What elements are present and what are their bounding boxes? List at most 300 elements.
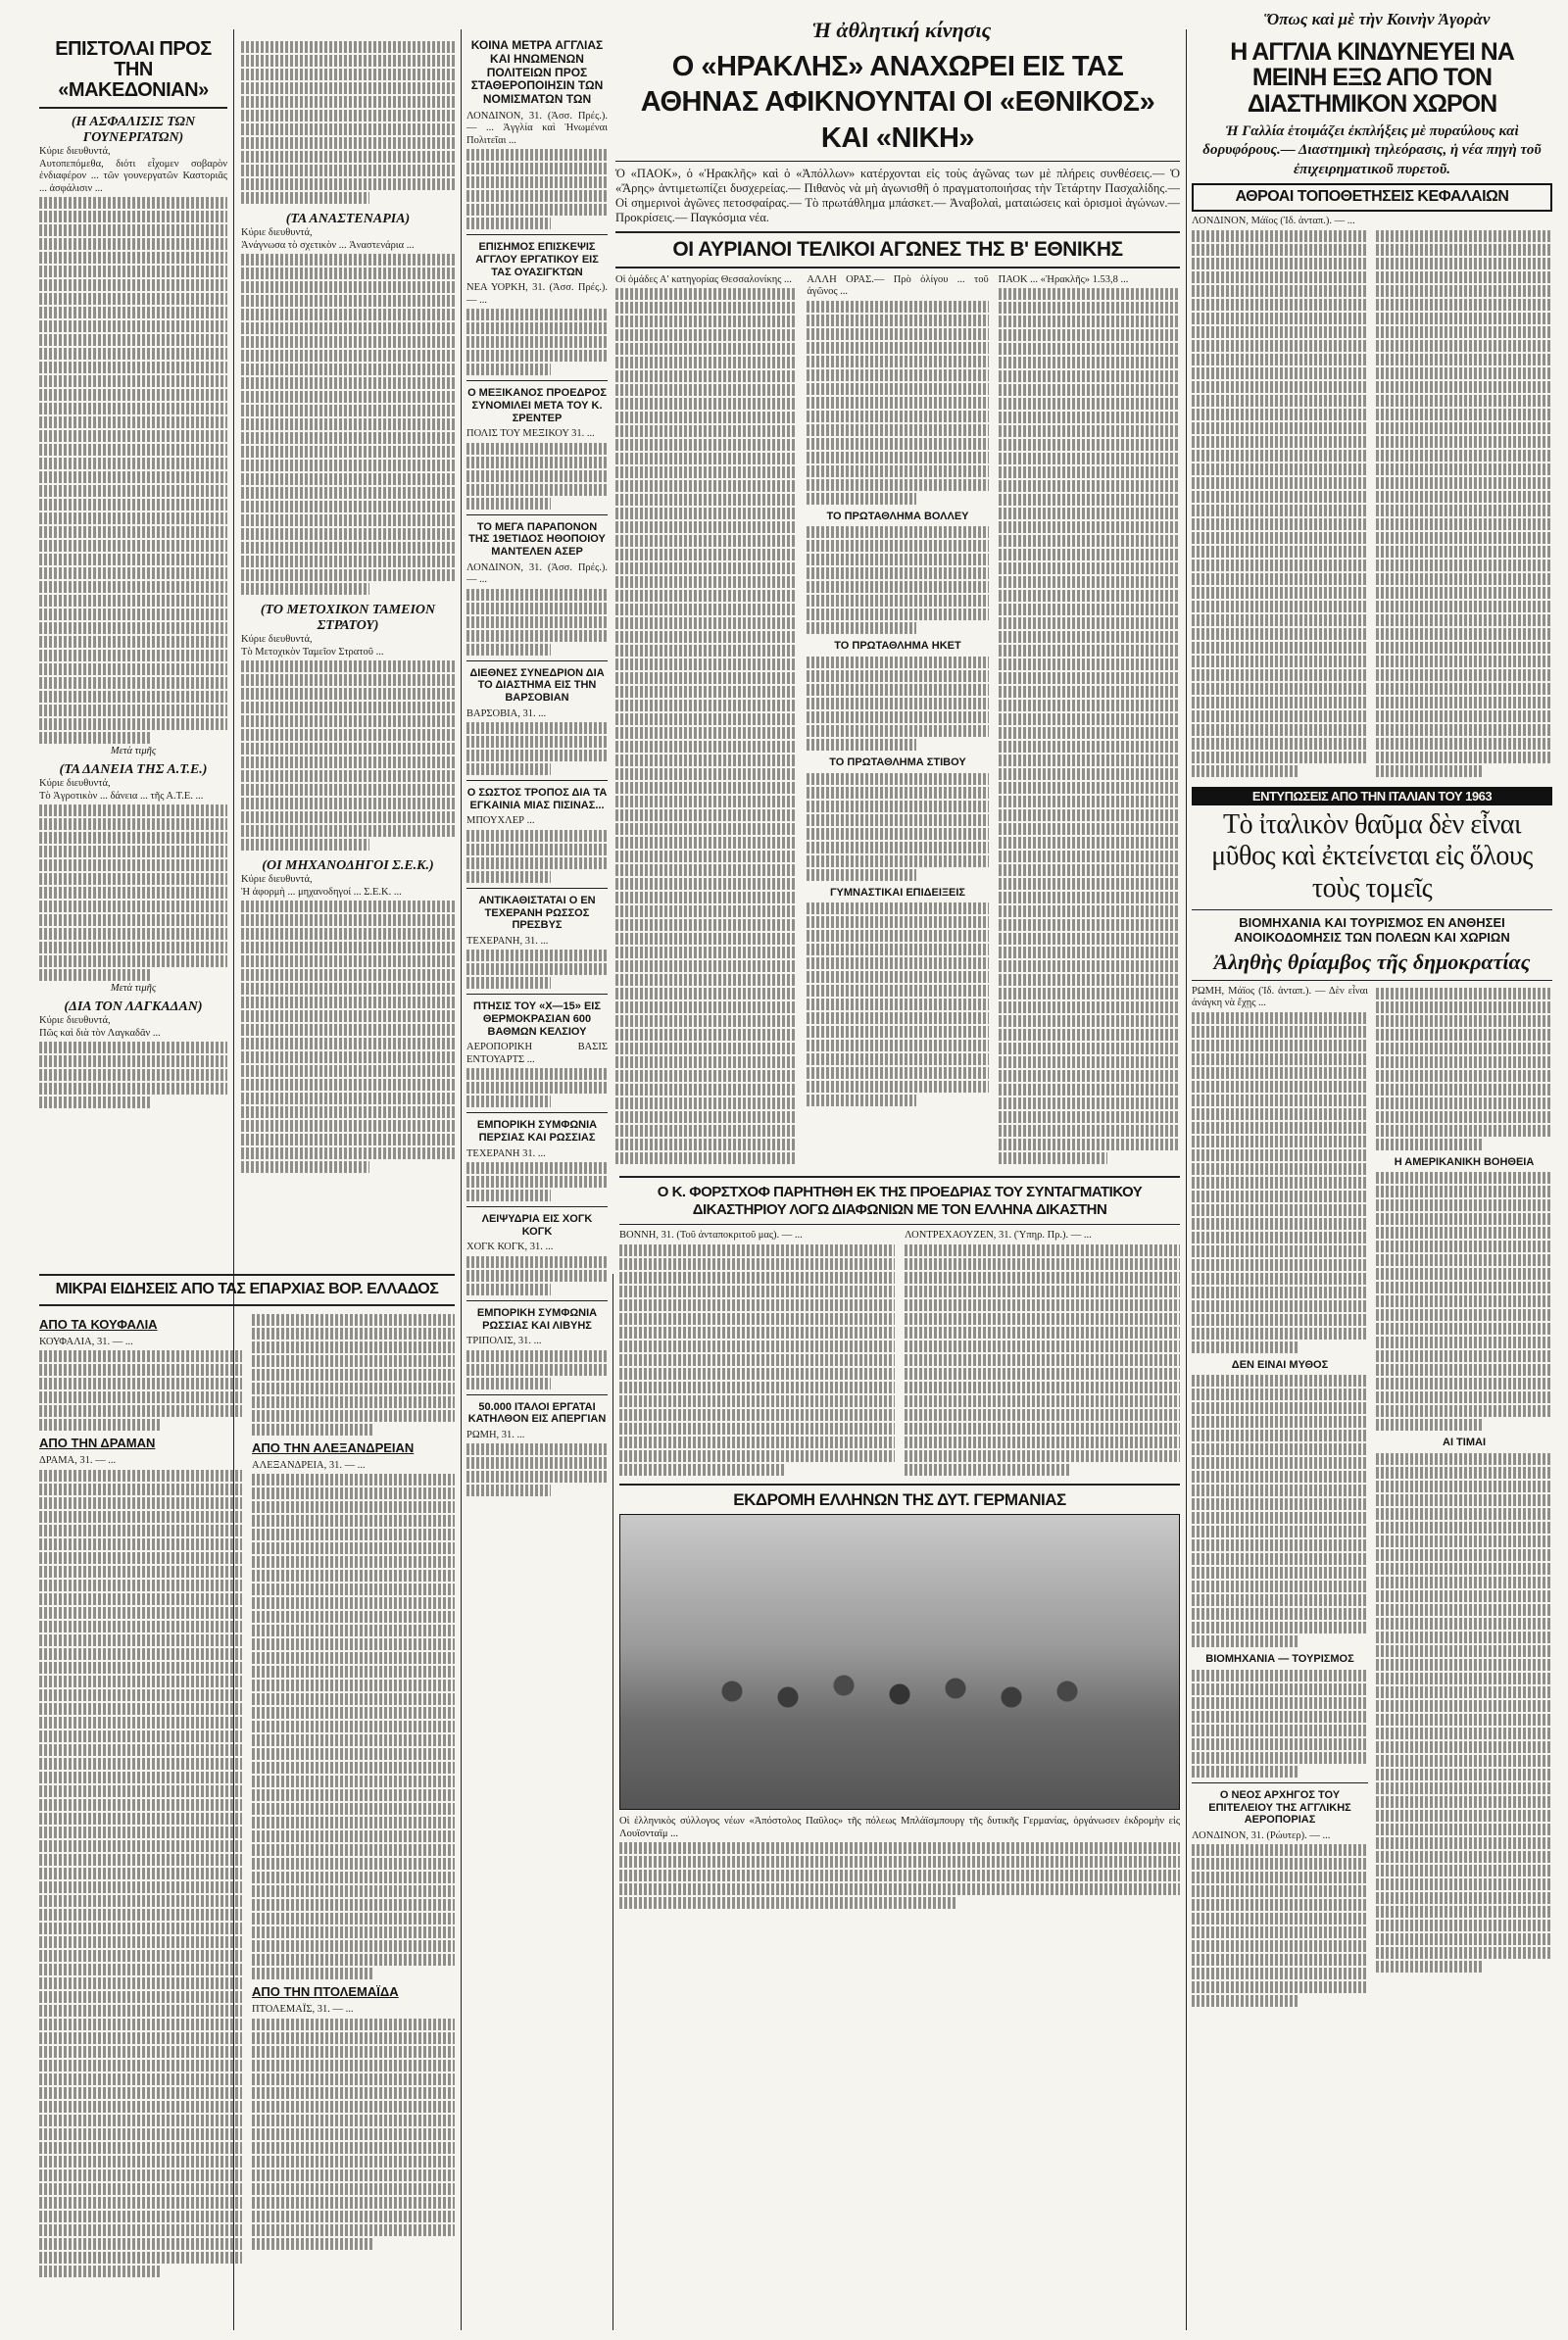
text-line: [252, 1680, 455, 1691]
text-line: [39, 1703, 242, 1715]
letters-column: [39, 39, 227, 1264]
text-line: [466, 309, 608, 320]
text-line: [1376, 1508, 1552, 1520]
text-line: [1376, 628, 1552, 640]
text-line: [39, 859, 227, 871]
text-line: [241, 1106, 455, 1118]
text-line: [252, 2142, 455, 2154]
text-line: [39, 499, 227, 511]
text-line: [39, 832, 227, 844]
text-line: [39, 1991, 242, 2003]
text-line: [1192, 710, 1368, 722]
text-line: [615, 1139, 797, 1150]
text-line: [466, 457, 608, 468]
divider: [466, 888, 608, 889]
text-line: [241, 418, 455, 430]
text-line: [39, 2019, 242, 2030]
text-line: [39, 1676, 242, 1687]
divider: [466, 1394, 608, 1395]
text-line: [1192, 1136, 1368, 1147]
text-line: [807, 698, 988, 709]
italy-text: ΡΩΜΗ, Μάϊος (Ἰδ. ἀνταπ.). — Δὲν εἶναι ἀνάγκη νὰ ἔχῃς ...: [1192, 985, 1368, 1009]
text-line: [39, 1580, 242, 1591]
text-line: [241, 715, 455, 727]
text-line: [1192, 1635, 1298, 1647]
text-line: [466, 830, 608, 842]
text-line: [1192, 532, 1368, 544]
text-line: [466, 204, 608, 216]
italy-band-text: ΕΝΤΥΠΩΣΕΙΣ ΑΠΟ ΤΗΝ ΙΤΑΛΙΑΝ ΤΟΥ 1963: [1251, 788, 1493, 804]
text-line: [1192, 1885, 1368, 1897]
text-line: [619, 1313, 895, 1325]
text-line: [615, 1152, 797, 1164]
text-line: [1192, 1026, 1368, 1038]
text-line: [39, 567, 227, 579]
group-photo: [619, 1514, 1180, 1810]
text-line: [1192, 1328, 1368, 1340]
text-line: [252, 1817, 455, 1828]
text-line: [807, 773, 988, 785]
text-line: [1376, 1213, 1552, 1225]
text-line: [466, 1096, 551, 1107]
text-line: [1192, 1471, 1368, 1483]
text-line: [807, 479, 988, 491]
text-line: [615, 741, 797, 753]
sport-subhead: ΤΟ ΠΡΩΤΑΘΛΗΜΑ ΣΤΙΒΟΥ: [829, 756, 966, 769]
text-line: [1192, 1981, 1368, 1993]
text-line: [1192, 1926, 1368, 1938]
text-line: [466, 336, 608, 348]
text-line: [466, 616, 608, 628]
text-line: [999, 768, 1180, 780]
text-line: [1376, 573, 1552, 585]
text-line: [807, 842, 988, 853]
text-line: [807, 739, 915, 751]
text-line: [615, 768, 797, 780]
text-line: [615, 988, 797, 999]
text-line: [999, 1029, 1180, 1041]
text-line: [241, 69, 455, 80]
text-line: [999, 755, 1180, 766]
text-line: [1376, 1337, 1552, 1348]
text-line: [1192, 1498, 1368, 1510]
text-line: [615, 398, 797, 410]
text-line: [39, 1923, 242, 1934]
text-line: [807, 526, 988, 538]
text-line: [999, 905, 1180, 917]
text-line: [241, 1093, 455, 1104]
text-line: [39, 2128, 242, 2140]
text-line: [466, 871, 551, 883]
text-line: [39, 1717, 242, 1729]
text-line: [807, 957, 988, 969]
text-line: [1192, 1149, 1368, 1161]
text-line: [252, 1570, 455, 1582]
text-line: [1192, 1526, 1368, 1537]
text-line: [39, 955, 227, 967]
text-line: [252, 1487, 455, 1499]
text-line: [252, 1926, 455, 1938]
text-line: [1192, 601, 1368, 612]
news-headline: ΤΟ ΜΕΓΑ ΠΑΡΑΠΟΝΟΝ ΤΗΣ 19ΕΤΙΔΟΣ ΗΘΟΠΟΙΟΥ ΜΑΝΤΕΛΕΝ ΑΣΕΡ: [468, 520, 606, 559]
text-line: [1376, 1865, 1552, 1877]
text-line: [1192, 1259, 1368, 1271]
text-line: [807, 855, 988, 867]
text-line: [1192, 614, 1368, 626]
text-line: [1376, 1186, 1552, 1197]
text-line: [252, 1666, 455, 1678]
text-line: [615, 1070, 797, 1082]
text-line: [466, 1256, 608, 1268]
text-line: [615, 508, 797, 519]
text-line: [999, 604, 1180, 615]
text-line: [1376, 1714, 1552, 1726]
divider: [619, 1224, 1180, 1225]
provincial-subhead: ΑΠΟ ΤΗΝ ΠΤΟΛΕΜΑΪΔΑ: [252, 1984, 399, 2000]
capital-box: [1192, 183, 1552, 212]
text-line: [39, 1566, 242, 1578]
news-text: ΜΠΟΥΧΛΕΡ ...: [466, 815, 535, 827]
text-line: [241, 583, 369, 595]
text-line: [39, 873, 227, 885]
text-line: [466, 589, 608, 601]
text-line: [252, 1410, 455, 1422]
text-line: [241, 487, 455, 499]
text-line: [252, 1652, 455, 1664]
text-line: [1376, 1782, 1552, 1794]
text-line: [1192, 1375, 1368, 1387]
provincial-subhead: ΑΠΟ ΤΗΝ ΔΡΑΜΑΝ: [39, 1436, 156, 1451]
text-line: [241, 674, 455, 686]
text-line: [615, 713, 797, 725]
text-line: [39, 1097, 152, 1108]
sport-headline: Ο «ΗΡΑΚΛΗΣ» ΑΝΑΧΩΡΕΙ ΕΙΣ ΤΑΣ ΑΘΗΝΑΣ ΑΦΙΚΝΟΥΝΤΑΙ ΟΙ «ΕΘΝΙΚΟΣ» ΚΑΙ «ΝΙΚΗ»: [640, 51, 1155, 154]
letter-signature: Μετὰ τιμῆς: [110, 746, 157, 756]
text-line: [1376, 1769, 1552, 1780]
text-line: [466, 1270, 608, 1282]
divider: [466, 1300, 608, 1301]
text-line: [252, 2183, 455, 2195]
text-line: [241, 928, 455, 940]
text-line: [1192, 656, 1368, 667]
text-line: [39, 512, 227, 524]
text-line: [999, 535, 1180, 547]
text-line: [241, 1065, 455, 1077]
text-line: [999, 453, 1180, 464]
text-line: [999, 494, 1180, 506]
text-line: [615, 562, 797, 574]
text-line: [1376, 326, 1552, 338]
text-line: [999, 412, 1180, 423]
text-line: [39, 636, 227, 648]
text-line: [241, 460, 455, 471]
text-line: [1376, 1522, 1552, 1534]
text-line: [466, 1364, 608, 1376]
text-line: [999, 1001, 1180, 1013]
text-line: [252, 1748, 455, 1760]
text-line: [999, 933, 1180, 945]
text-line: [807, 725, 988, 737]
text-line: [1376, 258, 1552, 269]
text-line: [615, 453, 797, 464]
text-line: [999, 562, 1180, 574]
text-line: [1192, 1287, 1368, 1298]
divider: [466, 1112, 608, 1113]
sport-subhead: ΓΥΜΝΑΣΤΙΚΑΙ ΕΠΙΔΕΙΞΕΙΣ: [829, 886, 966, 899]
text-line: [1192, 1725, 1368, 1736]
text-line: [1192, 271, 1368, 283]
text-line: [252, 2032, 455, 2044]
text-line: [1376, 1824, 1552, 1835]
text-line: [1376, 1467, 1552, 1479]
text-line: [999, 658, 1180, 670]
text-line: [39, 1378, 242, 1389]
text-line: [905, 1327, 1180, 1339]
text-line: [466, 630, 608, 642]
text-line: [466, 603, 608, 614]
text-line: [1376, 1563, 1552, 1575]
text-line: [39, 471, 227, 483]
text-line: [615, 288, 797, 300]
text-line: [39, 238, 227, 250]
text-line: [1192, 1608, 1368, 1620]
text-line: [241, 942, 455, 953]
text-line: [807, 383, 988, 395]
text-line: [1192, 354, 1368, 366]
italy-headline: Τὸ ἰταλικὸν θαῦμα δὲν εἶναι μῦθος καὶ ἐκτείνεται εἰς ὅλους τοὺς τομεῖς: [1211, 809, 1533, 903]
news-headline: ΛΕΙΨΥΔΡΙΑ ΕΙΣ ΧΟΓΚ ΚΟΓΚ: [481, 1213, 593, 1238]
text-line: [252, 1844, 455, 1856]
text-line: [1376, 1494, 1552, 1506]
text-line: [999, 521, 1180, 533]
text-line: [1192, 1416, 1368, 1428]
text-line: [39, 1552, 242, 1564]
text-line: [241, 839, 369, 851]
text-line: [999, 480, 1180, 492]
text-line: [241, 1147, 455, 1159]
text-line: [1192, 1738, 1368, 1750]
text-line: [252, 1762, 455, 1774]
court-and-photo: [619, 1176, 1180, 2327]
text-line: [1192, 367, 1368, 379]
text-line: [1192, 1485, 1368, 1496]
text-line: [1376, 710, 1552, 722]
provincial-col-2: [252, 1312, 455, 2279]
text-line: [466, 963, 608, 975]
text-line: [615, 412, 797, 423]
text-line: [1192, 1218, 1368, 1230]
text-line: [1192, 738, 1368, 750]
text-line: [999, 508, 1180, 519]
text-line: [241, 997, 455, 1008]
news-text: ΛΟΝΔΙΝΟΝ, 31. (Ἀσσ. Πρές.). — ... Ἀγγλία καὶ Ἡνωμέναι Πολιτεῖαι ...: [466, 110, 608, 146]
text-line: [999, 384, 1180, 396]
text-line: [241, 825, 455, 837]
text-line: [807, 493, 915, 505]
text-line: [466, 1068, 608, 1080]
text-line: [1192, 628, 1368, 640]
sport-text: ΑΛΛΗ ΟΡΑΣ.— Πρὸ ὀλίγου ... τοῦ ἀγῶνος ...: [807, 273, 989, 298]
text-line: [1376, 642, 1552, 654]
text-line: [615, 329, 797, 341]
text-line: [1376, 1364, 1552, 1376]
text-line: [615, 782, 797, 794]
text-line: [1192, 326, 1368, 338]
text-line: [1192, 1341, 1298, 1353]
text-line: [999, 1152, 1107, 1164]
text-line: [1376, 367, 1552, 379]
text-line: [615, 1097, 797, 1109]
capital-box-title: ΑΘΡΟΑΙ ΤΟΠΟΘΕΤΗΣΕΙΣ ΚΕΦΑΛΑΙΩΝ: [1235, 188, 1509, 206]
text-line: [1192, 1163, 1368, 1175]
text-line: [1192, 230, 1368, 242]
divider: [466, 1206, 608, 1207]
text-line: [252, 1556, 455, 1568]
letter-text: Κύριε διευθυντά, Τὸ Ἀγροτικὸν ... δάνεια ... τῆς Α.Τ.Ε. ...: [39, 778, 204, 802]
text-line: [466, 190, 608, 202]
text-line: [999, 782, 1180, 794]
court-col-2: [905, 1230, 1180, 1478]
text-line: [39, 718, 227, 730]
text-line: [1192, 1108, 1368, 1120]
text-line: [1192, 395, 1368, 407]
text-line: [1192, 1940, 1368, 1952]
text-line: [807, 1040, 988, 1051]
text-line: [466, 1457, 608, 1469]
sport-col-1: [615, 274, 797, 1166]
news-headline: 50.000 ΙΤΑΛΟΙ ΕΡΓΑΤΑΙ ΚΑΤΗΛΘΟΝ ΕΙΣ ΑΠΕΡΓΙΑΝ: [467, 1400, 607, 1426]
text-line: [252, 2101, 455, 2113]
text-line: [1192, 1995, 1298, 2007]
text-line: [807, 540, 988, 552]
text-line: [619, 1450, 895, 1462]
text-line: [1376, 1199, 1552, 1211]
text-line: [39, 1634, 242, 1646]
text-line: [241, 770, 455, 782]
text-line: [1376, 765, 1482, 777]
italy-subsection: ΑΙ ΤΙΜΑΙ: [1443, 1437, 1486, 1449]
provincial-headline: ΜΙΚΡΑΙ ΕΙΔΗΣΕΙΣ ΑΠΟ ΤΑΣ ΕΠΑΡΧΙΑΣ ΒΟΡ. ΕΛΛΑΔΟΣ: [55, 1281, 439, 1297]
text-line: [252, 1789, 455, 1801]
text-line: [1376, 724, 1552, 736]
text-line: [39, 1827, 242, 1838]
text-line: [1192, 1177, 1368, 1189]
text-line: [1376, 560, 1552, 571]
text-line: [999, 1139, 1180, 1150]
divider: [466, 234, 608, 235]
text-line: [999, 302, 1180, 314]
text-line: [39, 2032, 242, 2044]
text-line: [252, 2169, 455, 2181]
text-line: [39, 1758, 242, 1770]
text-line: [241, 1038, 455, 1049]
right-kicker: Ὅπως καὶ μὲ τὴν Κοινὴν Ἀγορὰν: [1263, 10, 1491, 28]
text-line: [39, 901, 227, 912]
space-headline: Η ΑΓΓΛΙΑ ΚΙΝΔΥΝΕΥΕΙ ΝΑ ΜΕΙΝΗ ΕΞΩ ΑΠΟ ΤΟΝ ΔΙΑΣΤΗΜΙΚΟΝ ΧΩΡΟΝ: [1230, 39, 1514, 118]
text-line: [615, 974, 797, 986]
text-line: [1376, 1172, 1552, 1184]
text-line: [905, 1450, 1180, 1462]
text-line: [466, 350, 608, 362]
text-line: [1376, 738, 1552, 750]
text-line: [615, 384, 797, 396]
text-line: [241, 901, 455, 912]
text-line: [241, 1051, 455, 1063]
text-line: [1192, 1204, 1368, 1216]
text-line: [807, 930, 988, 942]
news-text: ΑΕΡΟΠΟΡΙΚΗ ΒΑΣΙΣ ΕΝΤΟΥΑΡΤΣ ...: [466, 1042, 608, 1065]
raf-text: ΛΟΝΔΙΝΟΝ, 31. (Ρώυτερ). — ...: [1192, 1829, 1331, 1841]
provincial-subhead: ΑΠΟ ΤΑ ΚΟΥΦΑΛΙΑ: [39, 1316, 158, 1332]
text-line: [39, 677, 227, 689]
text-line: [1376, 518, 1552, 530]
text-line: [807, 916, 988, 928]
text-line: [39, 458, 227, 469]
text-line: [241, 82, 455, 94]
text-line: [466, 322, 608, 334]
text-line: [807, 1095, 915, 1106]
text-line: [466, 763, 551, 775]
text-line: [39, 1772, 242, 1783]
text-line: [807, 609, 988, 620]
text-line: [1376, 1453, 1552, 1465]
text-line: [241, 556, 455, 567]
text-line: [1192, 1245, 1368, 1257]
divider: [1192, 980, 1552, 981]
text-line: [807, 356, 988, 367]
text-line: [39, 914, 227, 926]
text-line: [39, 430, 227, 442]
divider: [466, 514, 608, 515]
text-line: [1376, 1728, 1552, 1739]
text-line: [807, 1081, 988, 1093]
text-line: [615, 727, 797, 739]
text-line: [252, 1707, 455, 1719]
text-line: [1376, 436, 1552, 448]
text-line: [39, 293, 227, 305]
italy-col-1: [1192, 986, 1368, 2010]
text-line: [39, 1419, 161, 1431]
text-line: [1192, 258, 1368, 269]
text-line: [1192, 1670, 1368, 1682]
text-line: [252, 1369, 455, 1381]
text-line: [39, 362, 227, 373]
text-line: [615, 604, 797, 615]
text-line: [905, 1313, 1180, 1325]
text-line: [241, 377, 455, 389]
text-line: [39, 1364, 242, 1376]
text-line: [615, 549, 797, 561]
text-line: [1376, 1391, 1552, 1403]
text-line: [241, 688, 455, 700]
photo-caption: Οἱ ἐλληνικὸς σύλλογος νέων «Ἀπόστολος Παῦλος» τῆς πόλεως Μπλάϊσμπουργ τῆς δυτικῆς Γερμανίας, ὀργάνωσεν ἐκδρομὴν εἰς Λουϊσνταϊμ ...: [619, 1816, 1180, 1839]
text-line: [39, 320, 227, 332]
text-line: [807, 869, 915, 881]
text-line: [252, 1396, 455, 1408]
news-headline: ΔΙΕΘΝΕΣ ΣΥΝΕΔΡΙΟΝ ΔΙΑ ΤΟ ΔΙΑΣΤΗΜΑ ΕΙΣ ΤΗΝ ΒΑΡΣΟΒΙΑΝ: [469, 666, 605, 705]
text-line: [619, 1299, 895, 1311]
text-line: [619, 1272, 895, 1284]
text-line: [252, 1858, 455, 1870]
text-line: [615, 1125, 797, 1137]
text-line: [241, 798, 455, 809]
text-line: [1192, 1594, 1368, 1606]
text-line: [39, 1511, 242, 1523]
news-text: ΒΑΡΣΟΒΙΑ, 31. ...: [466, 707, 547, 719]
text-line: [1376, 1029, 1552, 1041]
text-line: [615, 851, 797, 862]
text-line: [252, 2197, 455, 2209]
